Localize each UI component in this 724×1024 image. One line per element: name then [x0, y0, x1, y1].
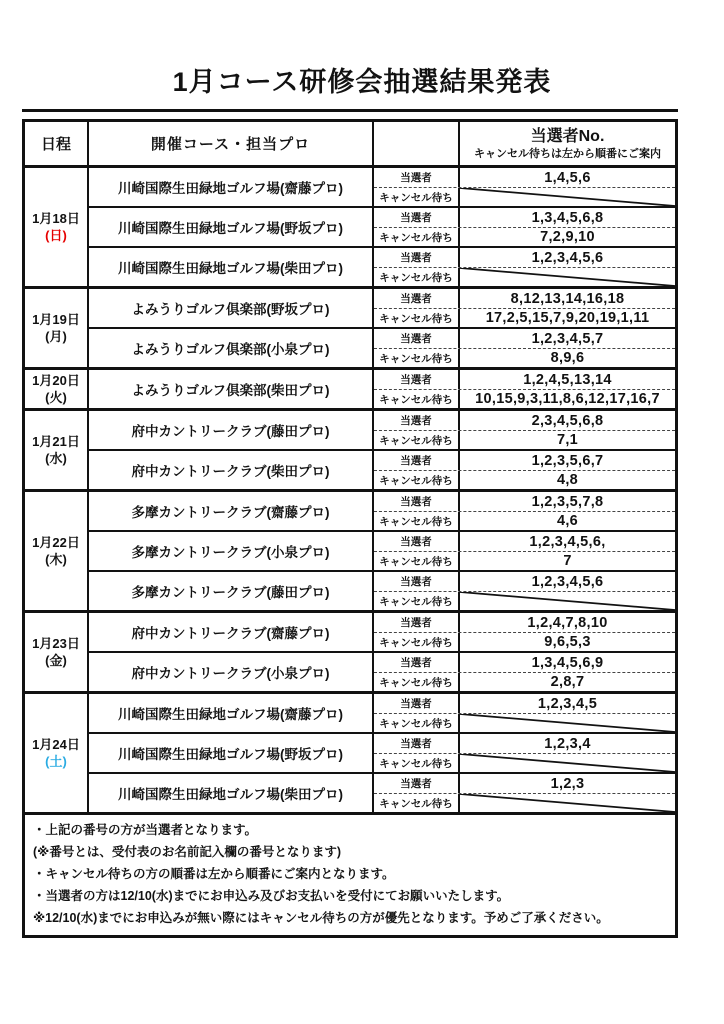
- waitlist-row: [374, 389, 675, 408]
- date-section: [25, 367, 675, 408]
- date-cell: [25, 613, 89, 691]
- course-blocks: [89, 492, 675, 610]
- result-rows: [374, 492, 675, 530]
- date-section: [25, 610, 675, 691]
- course-blocks: [89, 370, 675, 408]
- waitlist-label: キャンセル待ち: [374, 754, 460, 772]
- waitlist-label: キャンセル待ち: [374, 512, 460, 530]
- waitlist-row: [374, 632, 675, 651]
- date-section: [25, 489, 675, 610]
- course-name: 多摩カントリークラブ(小泉プロ): [89, 532, 374, 570]
- result-rows: [374, 208, 675, 246]
- course-name: 府中カントリークラブ(柴田プロ): [89, 451, 374, 489]
- course-block: [89, 206, 675, 246]
- winner-label: 当選者: [374, 694, 460, 713]
- winner-numbers: 1,2,3,4,5,6: [531, 249, 604, 266]
- winner-row: [374, 168, 675, 187]
- course-block: [89, 651, 675, 691]
- winner-label: 当選者: [374, 451, 460, 470]
- waitlist-row: [374, 308, 675, 327]
- waitlist-label: キャンセル待ち: [374, 431, 460, 449]
- result-rows: [374, 734, 675, 772]
- weekday-text: (金): [45, 653, 67, 668]
- waitlist-numbers: [460, 794, 675, 812]
- waitlist-label: キャンセル待ち: [374, 794, 460, 812]
- winner-row: [374, 572, 675, 591]
- date-section: [25, 691, 675, 812]
- result-rows: [374, 168, 675, 206]
- course-block: [89, 694, 675, 732]
- date-cell: [25, 411, 89, 489]
- course-blocks: [89, 411, 675, 489]
- header-course: 開催コース・担当プロ: [89, 122, 374, 165]
- winner-label: 当選者: [374, 774, 460, 793]
- result-rows: [374, 532, 675, 570]
- empty-cell-diagonal: [460, 268, 675, 286]
- waitlist-row: [374, 470, 675, 489]
- waitlist-numbers: [460, 268, 675, 286]
- course-blocks: [89, 613, 675, 691]
- waitlist-numbers: [460, 592, 675, 610]
- waitlist-label: キャンセル待ち: [374, 188, 460, 206]
- winner-row: [374, 329, 675, 348]
- date-section: [25, 168, 675, 286]
- waitlist-numbers: 7,2,9,10: [540, 229, 595, 245]
- date-text: 1月21日: [32, 434, 80, 449]
- date-text: 1月20日: [32, 373, 80, 388]
- winner-row: [374, 248, 675, 267]
- empty-cell-diagonal: [460, 714, 675, 732]
- winner-label: 当選者: [374, 248, 460, 267]
- empty-cell-diagonal: [460, 794, 675, 812]
- date-text: 1月18日: [32, 211, 80, 226]
- note-line: ・当選者の方は12/10(水)までにお申込み及びお支払いを受付にてお願いいたします。: [33, 889, 510, 903]
- course-name: 府中カントリークラブ(小泉プロ): [89, 653, 374, 691]
- result-rows: [374, 572, 675, 610]
- waitlist-label: キャンセル待ち: [374, 633, 460, 651]
- note-line: ・キャンセル待ちの方の順番は左から順番にご案内となります。: [33, 867, 395, 881]
- weekday-text: (土): [45, 754, 67, 769]
- winner-numbers: 1,2,4,7,8,10: [527, 614, 608, 631]
- weekday-text: (水): [45, 451, 67, 466]
- waitlist-numbers: 4,8: [556, 472, 579, 488]
- course-block: [89, 246, 675, 286]
- waitlist-label: キャンセル待ち: [374, 349, 460, 367]
- course-block: [89, 570, 675, 610]
- table-header-row: [25, 122, 675, 168]
- waitlist-label: キャンセル待ち: [374, 228, 460, 246]
- waitlist-row: [374, 793, 675, 812]
- course-block: [89, 411, 675, 449]
- result-rows: [374, 694, 675, 732]
- course-name: よみうりゴルフ倶楽部(小泉プロ): [89, 329, 374, 367]
- header-winner-no: [460, 122, 675, 165]
- course-blocks: [89, 168, 675, 286]
- winner-row: [374, 411, 675, 430]
- course-name: 川崎国際生田緑地ゴルフ場(野坂プロ): [89, 734, 374, 772]
- winner-label: 当選者: [374, 411, 460, 430]
- waitlist-numbers: 9,6,5,3: [544, 634, 591, 650]
- course-block: [89, 530, 675, 570]
- course-block: [89, 772, 675, 812]
- course-block: [89, 449, 675, 489]
- winner-row: [374, 370, 675, 389]
- header-winner-no-subtitle: キャンセル待ちは左から順番にご案内: [474, 147, 661, 160]
- winner-row: [374, 734, 675, 753]
- winner-label: 当選者: [374, 613, 460, 632]
- winner-numbers: 1,2,3,4,5: [537, 695, 598, 712]
- waitlist-row: [374, 267, 675, 286]
- result-rows: [374, 370, 675, 408]
- course-name: 府中カントリークラブ(藤田プロ): [89, 411, 374, 449]
- winner-row: [374, 451, 675, 470]
- winner-label: 当選者: [374, 370, 460, 389]
- course-name: 多摩カントリークラブ(藤田プロ): [89, 572, 374, 610]
- winner-numbers: 1,2,3,4,5,6: [531, 573, 604, 590]
- waitlist-row: [374, 511, 675, 530]
- waitlist-numbers: [460, 754, 675, 772]
- course-name: 川崎国際生田緑地ゴルフ場(野坂プロ): [89, 208, 374, 246]
- winner-numbers: 1,2,3,5,6,7: [531, 452, 604, 469]
- course-blocks: [89, 694, 675, 812]
- course-name: 川崎国際生田緑地ゴルフ場(柴田プロ): [89, 774, 374, 812]
- winner-row: [374, 613, 675, 632]
- waitlist-numbers: 7,1: [556, 432, 579, 448]
- winner-row: [374, 694, 675, 713]
- date-cell: [25, 694, 89, 812]
- waitlist-row: [374, 227, 675, 246]
- course-name: 多摩カントリークラブ(齋藤プロ): [89, 492, 374, 530]
- date-section: [25, 408, 675, 489]
- date-text: 1月24日: [32, 737, 80, 752]
- waitlist-label: キャンセル待ち: [374, 714, 460, 732]
- waitlist-numbers: 8,9,6: [550, 350, 585, 366]
- winner-numbers: 1,2,3: [550, 775, 585, 792]
- weekday-text: (木): [45, 552, 67, 567]
- waitlist-row: [374, 672, 675, 691]
- result-rows: [374, 329, 675, 367]
- waitlist-label: キャンセル待ち: [374, 471, 460, 489]
- waitlist-row: [374, 551, 675, 570]
- date-cell: [25, 492, 89, 610]
- course-block: [89, 289, 675, 327]
- course-blocks: [89, 289, 675, 367]
- note-line: (※番号とは、受付表のお名前記入欄の番号となります): [33, 845, 341, 859]
- course-block: [89, 370, 675, 408]
- winner-numbers: 2,3,4,5,6,8: [531, 412, 604, 429]
- result-rows: [374, 653, 675, 691]
- date-cell: [25, 168, 89, 286]
- winner-label: 当選者: [374, 532, 460, 551]
- waitlist-label: キャンセル待ち: [374, 673, 460, 691]
- result-rows: [374, 613, 675, 651]
- winner-row: [374, 653, 675, 672]
- date-text: 1月23日: [32, 636, 80, 651]
- course-name: よみうりゴルフ倶楽部(柴田プロ): [89, 370, 374, 408]
- result-rows: [374, 411, 675, 449]
- empty-cell-diagonal: [460, 592, 675, 610]
- winner-label: 当選者: [374, 653, 460, 672]
- weekday-text: (火): [45, 390, 67, 405]
- winner-label: 当選者: [374, 492, 460, 511]
- note-line: ※12/10(水)までにお申込みが無い際にはキャンセル待ちの方が優先となります。予めご了承ください。: [33, 911, 609, 925]
- course-block: [89, 327, 675, 367]
- waitlist-numbers: [460, 714, 675, 732]
- results-table: [22, 119, 678, 938]
- date-cell: [25, 370, 89, 408]
- winner-label: 当選者: [374, 289, 460, 308]
- waitlist-numbers: 4,6: [556, 513, 579, 529]
- winner-numbers: 1,2,3,5,7,8: [531, 493, 604, 510]
- course-name: 川崎国際生田緑地ゴルフ場(柴田プロ): [89, 248, 374, 286]
- table-body: [25, 168, 675, 812]
- winner-numbers: 1,3,4,5,6,9: [531, 654, 604, 671]
- footnotes: [25, 812, 675, 935]
- course-name: 川崎国際生田緑地ゴルフ場(齋藤プロ): [89, 694, 374, 732]
- empty-cell-diagonal: [460, 754, 675, 772]
- course-block: [89, 613, 675, 651]
- result-rows: [374, 248, 675, 286]
- course-block: [89, 492, 675, 530]
- waitlist-row: [374, 591, 675, 610]
- empty-cell-diagonal: [460, 188, 675, 206]
- waitlist-row: [374, 753, 675, 772]
- winner-numbers: 1,2,3,4,5,6,: [529, 533, 606, 550]
- winner-row: [374, 208, 675, 227]
- winner-numbers: 1,2,4,5,13,14: [523, 371, 612, 388]
- title-underline: [22, 109, 678, 112]
- waitlist-row: [374, 713, 675, 732]
- result-rows: [374, 451, 675, 489]
- winner-numbers: 1,2,3,4,5,7: [531, 330, 604, 347]
- waitlist-label: キャンセル待ち: [374, 268, 460, 286]
- waitlist-numbers: 17,2,5,15,7,9,20,19,1,11: [485, 310, 650, 326]
- date-text: 1月19日: [32, 312, 80, 327]
- page-title: 1月コース研修会抽選結果発表: [172, 67, 552, 97]
- result-rows: [374, 774, 675, 812]
- winner-numbers: 1,2,3,4: [544, 735, 591, 752]
- course-name: よみうりゴルフ倶楽部(野坂プロ): [89, 289, 374, 327]
- winner-row: [374, 492, 675, 511]
- waitlist-numbers: 7: [563, 553, 572, 569]
- waitlist-numbers: 10,15,9,3,11,8,6,12,17,16,7: [475, 391, 660, 407]
- waitlist-numbers: 2,8,7: [550, 674, 585, 690]
- header-winner-no-title: 当選者No.: [530, 127, 605, 145]
- waitlist-label: キャンセル待ち: [374, 552, 460, 570]
- winner-label: 当選者: [374, 168, 460, 187]
- winner-numbers: 1,4,5,6: [544, 169, 591, 186]
- header-date: 日程: [25, 122, 89, 165]
- course-name: 川崎国際生田緑地ゴルフ場(齋藤プロ): [89, 168, 374, 206]
- winner-numbers: 1,3,4,5,6,8: [531, 209, 604, 226]
- weekday-text: (月): [45, 329, 67, 344]
- waitlist-label: キャンセル待ち: [374, 309, 460, 327]
- waitlist-label: キャンセル待ち: [374, 592, 460, 610]
- course-block: [89, 168, 675, 206]
- winner-row: [374, 532, 675, 551]
- waitlist-row: [374, 430, 675, 449]
- result-rows: [374, 289, 675, 327]
- winner-row: [374, 774, 675, 793]
- waitlist-label: キャンセル待ち: [374, 390, 460, 408]
- waitlist-row: [374, 187, 675, 206]
- date-text: 1月22日: [32, 535, 80, 550]
- course-name: 府中カントリークラブ(齋藤プロ): [89, 613, 374, 651]
- header-empty-cell: [374, 122, 460, 165]
- course-block: [89, 732, 675, 772]
- date-section: [25, 286, 675, 367]
- note-line: ・上記の番号の方が当選者となります。: [33, 823, 258, 837]
- waitlist-numbers: [460, 188, 675, 206]
- date-cell: [25, 289, 89, 367]
- waitlist-row: [374, 348, 675, 367]
- winner-label: 当選者: [374, 208, 460, 227]
- winner-label: 当選者: [374, 572, 460, 591]
- winner-label: 当選者: [374, 329, 460, 348]
- winner-row: [374, 289, 675, 308]
- weekday-text: (日): [45, 228, 67, 243]
- winner-numbers: 8,12,13,14,16,18: [510, 290, 625, 307]
- winner-label: 当選者: [374, 734, 460, 753]
